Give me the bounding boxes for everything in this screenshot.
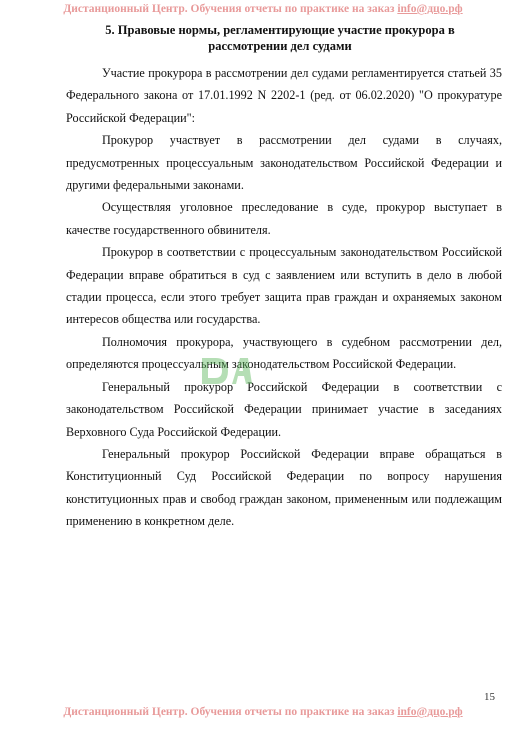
watermark-email-link[interactable]: info@дцо.рф: [397, 706, 463, 718]
heading-line-2: рассмотрении дел судами: [208, 39, 352, 53]
document-body: [66, 62, 502, 533]
paragraph-6: Генеральный прокурор Российской Федерации в соответствии с законодательством Российской Федерации принимает участие в заседаниях Верховного Суда Российской Федерации.: [66, 379, 502, 439]
paragraph-7: Генеральный прокурор Российской Федерации вправе обращаться в Конституционный Суд Российской Федерации по вопросу нарушения конституционных прав и свобод граждан законом, примененным или подлежащим применению в конкретном деле.: [66, 446, 502, 529]
paragraph-4: Прокурор в соответствии с процессуальным законодательством Российской Федерации вправе обратиться в суд с заявлением или вступить в дело в любой стадии процесса, если этого требует защита прав граждан и охраняемых законом интересов общества или государства.: [66, 245, 502, 327]
paragraph-5: Полномочия прокурора, участвующего в судебном рассмотрении дел, определяются процессуальным законодательством Российской Федерации.: [66, 334, 502, 372]
section-heading: [90, 22, 470, 54]
page-number: 15: [484, 691, 495, 703]
header-watermark: [0, 3, 526, 15]
watermark-text: Дистанционный Центр. Обучения отчеты по практике на заказ: [63, 706, 395, 718]
heading-line-1: 5. Правовые нормы, регламентирующие участие прокурора в: [105, 23, 455, 37]
watermark-text: Дистанционный Центр. Обучения отчеты по практике на заказ: [63, 3, 395, 15]
watermark-email-link[interactable]: info@дцо.рф: [397, 3, 463, 15]
paragraph-3: Осуществляя уголовное преследование в суде, прокурор выступает в качестве государственного обвинителя.: [66, 200, 502, 237]
paragraph-1: Участие прокурора в рассмотрении дел судами регламентируется статьей 35 Федерального закона от 17.01.1992 N 2202-1 (ред. от 06.02.2020) "О прокуратуре Российской Федерации":: [66, 66, 502, 125]
paragraph-2: Прокурор участвует в рассмотрении дел судами в случаях, предусмотренных процессуальным законодательством Российской Федерации и другими федеральными законами.: [66, 133, 502, 193]
footer-watermark: [0, 706, 526, 718]
